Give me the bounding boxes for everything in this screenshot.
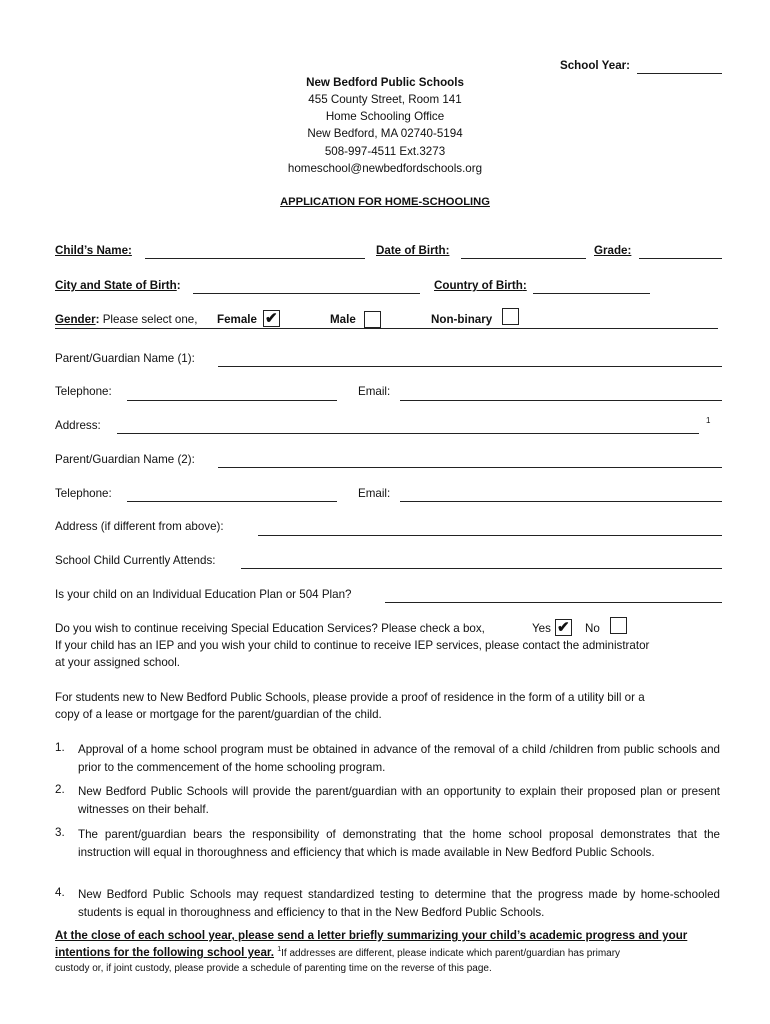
guardian2-phone-field[interactable]	[127, 501, 337, 502]
special-ed-yes-label: Yes	[532, 622, 551, 635]
school-attends-label: School Child Currently Attends:	[55, 554, 216, 567]
rule-text: Approval of a home school program must be obtained in advance of the removal of a child /children from public schools and prior to the commencement of the home schooling program.	[78, 743, 720, 774]
dob-label: Date of Birth:	[376, 244, 450, 257]
dob-field[interactable]	[461, 258, 586, 259]
gender-label: Gender: Please select one,	[55, 313, 198, 326]
footnote-text: If addresses are different, please indicate which parent/guardian has primary	[281, 948, 621, 959]
closing-line1: At the close of each school year, please send a letter briefly summarizing your child’s academic progress and your	[55, 929, 688, 942]
city-state-birth-label: City and State of Birth:	[55, 279, 181, 292]
org-office: Home Schooling Office	[325, 110, 445, 123]
org-email: homeschool@newbedfordschools.org	[287, 162, 483, 175]
grade-label: Grade:	[594, 244, 632, 257]
special-ed-yes-checkbox[interactable]	[555, 619, 572, 636]
guardian1-phone-label: Telephone:	[55, 385, 112, 398]
guardian1-phone-field[interactable]	[127, 400, 337, 401]
iep-question-field[interactable]	[385, 602, 722, 603]
residence-note-line2: copy of a lease or mortgage for the parent/guardian of the child.	[55, 708, 382, 721]
child-name-field[interactable]	[145, 258, 365, 259]
rule-number: 1.	[55, 741, 65, 754]
iep-question-label: Is your child on an Individual Education Plan or 504 Plan?	[55, 588, 352, 601]
special-ed-question: Do you wish to continue receiving Special Education Services? Please check a box,	[55, 622, 485, 635]
org-city: New Bedford, MA 02740-5194	[307, 127, 463, 140]
grade-field[interactable]	[639, 258, 722, 259]
section-divider	[55, 328, 718, 329]
guardian2-email-label: Email:	[358, 487, 391, 500]
gender-male-checkbox[interactable]	[364, 311, 381, 328]
footnote-text-continued: custody or, if joint custody, please provide a schedule of parenting time on the reverse of this page.	[55, 963, 492, 974]
footnote-marker: 1	[277, 946, 282, 954]
rule-number: 3.	[55, 826, 65, 839]
org-phone: 508-997-4511 Ext.3273	[324, 145, 446, 158]
gender-female-checkbox[interactable]	[263, 310, 280, 327]
guardian2-address-label: Address (if different from above):	[55, 520, 224, 533]
country-birth-label: Country of Birth:	[434, 279, 527, 292]
special-ed-no-label: No	[585, 622, 600, 635]
guardian1-email-field[interactable]	[400, 400, 722, 401]
guardian2-phone-label: Telephone:	[55, 487, 112, 500]
school-attends-field[interactable]	[241, 568, 722, 569]
gender-nonbinary-checkbox[interactable]	[502, 308, 519, 325]
iep-note-line1: If your child has an IEP and you wish your child to continue to receive IEP services, please contact the administrator	[55, 639, 650, 652]
school-year-field[interactable]	[637, 73, 722, 74]
guardian2-name-label: Parent/Guardian Name (2):	[55, 453, 195, 466]
gender-nonbinary-label: Non-binary	[431, 313, 493, 326]
guardian2-email-field[interactable]	[400, 501, 722, 502]
rule-text: New Bedford Public Schools will provide the parent/guardian with an opportunity to explain their proposed plan or present witnesses on their behalf.	[78, 785, 720, 816]
footnote-marker: 1	[706, 416, 711, 425]
guardian1-name-label: Parent/Guardian Name (1):	[55, 352, 195, 365]
rule-number: 2.	[55, 783, 65, 796]
org-name: New Bedford Public Schools	[306, 76, 464, 89]
checkmark-icon: ✔	[265, 310, 278, 327]
guardian1-address-label: Address:	[55, 419, 101, 432]
special-ed-no-checkbox[interactable]	[610, 617, 627, 634]
guardian2-address-field[interactable]	[258, 535, 722, 536]
country-birth-field[interactable]	[533, 293, 650, 294]
guardian1-name-field[interactable]	[218, 366, 722, 367]
residence-note-line1: For students new to New Bedford Public Schools, please provide a proof of residence in the form of a utility bill or a	[55, 691, 645, 704]
iep-note-line2: at your assigned school.	[55, 656, 181, 669]
gender-male-label: Male	[330, 313, 356, 326]
form-title: APPLICATION FOR HOME-SCHOOLING	[280, 196, 490, 208]
closing-line2: intentions for the following school year. $^1$If addresses are different, please indicate which parent/guardian has primary	[55, 946, 621, 959]
gender-female-label: Female	[217, 313, 257, 326]
school-year-label: School Year:	[560, 59, 631, 72]
rule-text: The parent/guardian bears the responsibility of demonstrating that the home school proposal demonstrates that the instruction will equal in thoroughness and efficiency that which is made available in New Bedford Public Schools.	[78, 828, 720, 859]
city-state-birth-field[interactable]	[193, 293, 420, 294]
checkmark-icon: ✔	[557, 619, 570, 636]
org-street: 455 County Street, Room 141	[308, 93, 462, 106]
rule-text: New Bedford Public Schools may request standardized testing to determine that the progress made by home-schooled students is equal in thoroughness and efficiency to that in the New Bedford Public Schools.	[78, 888, 720, 919]
child-name-label: Child’s Name:	[55, 244, 132, 257]
guardian1-email-label: Email:	[358, 385, 391, 398]
rule-number: 4.	[55, 886, 65, 899]
guardian2-name-field[interactable]	[218, 467, 722, 468]
guardian1-address-field[interactable]	[117, 433, 699, 434]
